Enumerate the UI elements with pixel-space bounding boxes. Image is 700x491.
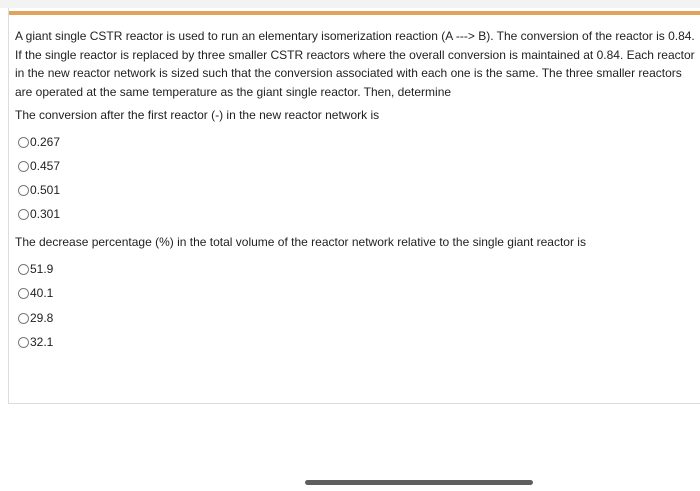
radio-button[interactable] (18, 185, 29, 196)
option-label: 0.267 (30, 135, 61, 149)
option-label: 0.301 (30, 207, 61, 221)
question-1-option-2[interactable] (18, 158, 60, 174)
radio-button[interactable] (18, 209, 29, 220)
question-2-option-3[interactable] (18, 310, 53, 326)
problem-statement (15, 27, 695, 101)
radio-button[interactable] (18, 161, 29, 172)
option-label: 29.8 (30, 311, 54, 325)
question-1-prompt: The conversion after the first reactor (-) in the new reactor network is (15, 108, 380, 122)
home-indicator (305, 480, 533, 485)
question-2-option-1[interactable] (18, 261, 53, 277)
problem-line: are operated at the same temperature as the giant single reactor. Then, determine (15, 84, 452, 99)
radio-button[interactable] (18, 313, 29, 324)
option-label: 51.9 (30, 262, 54, 276)
option-label: 0.501 (30, 183, 61, 197)
question-1-option-1[interactable] (18, 134, 60, 150)
option-label: 32.1 (30, 335, 54, 349)
problem-line: in the new reactor network is sized such that the conversion associated with each one is the same. The three smaller reactors (15, 66, 682, 81)
question-2-option-4[interactable] (18, 334, 53, 350)
radio-button[interactable] (18, 264, 29, 275)
accent-bar (9, 11, 700, 15)
radio-button[interactable] (18, 337, 29, 348)
radio-button[interactable] (18, 288, 29, 299)
radio-button[interactable] (18, 137, 29, 148)
question-1-option-3[interactable] (18, 182, 60, 198)
question-2-option-2[interactable] (18, 285, 53, 301)
question-1-option-4[interactable] (18, 206, 60, 222)
problem-line: A giant single CSTR reactor is used to run an elementary isomerization reaction (A ---> B). The conversion of the reactor is 0.84. (15, 29, 695, 43)
question-2-prompt: The decrease percentage (%) in the total volume of the reactor network relative to the single giant reactor is (15, 235, 586, 249)
problem-line: If the single reactor is replaced by three smaller CSTR reactors where the overall conversion is maintained at 0.84. Each reactor (15, 47, 695, 62)
option-label: 40.1 (30, 286, 54, 300)
top-strip (0, 0, 700, 8)
option-label: 0.457 (30, 159, 61, 173)
